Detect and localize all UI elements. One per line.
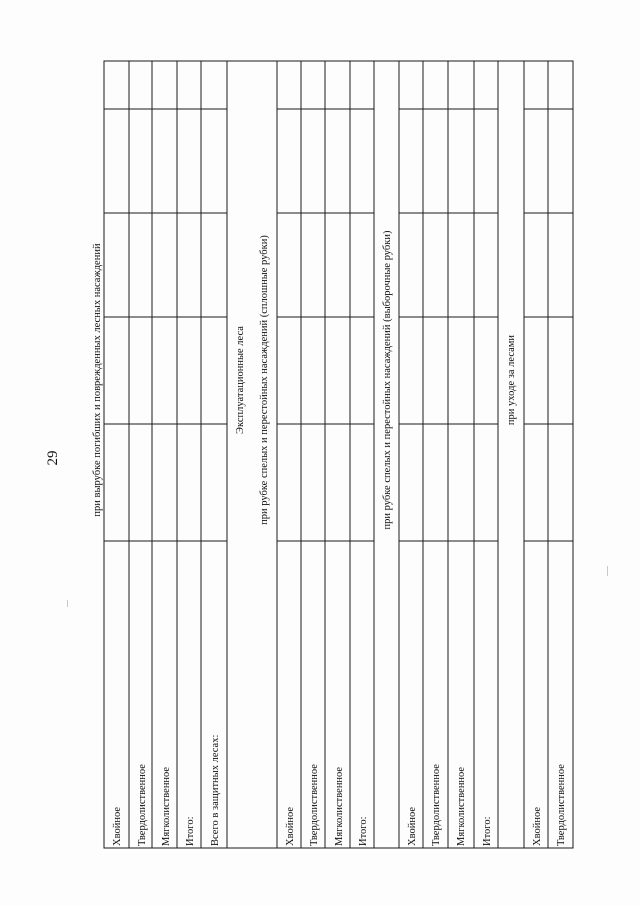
row-label: Итого:	[358, 816, 369, 846]
section-title: при уходе за лесами	[506, 334, 517, 426]
row-label: Мягколиственное	[456, 766, 467, 846]
row-label: Хвойное	[532, 807, 543, 846]
row-label: Хвойное	[407, 807, 418, 846]
scan-mark	[607, 566, 608, 576]
scan-mark	[67, 600, 68, 607]
row-label: Хвойное	[285, 807, 296, 846]
section-subtitle: при рубке спелых и перестойных насаждений (сплошные рубки)	[259, 235, 270, 525]
row-label: Твердолиственное	[137, 764, 148, 846]
section-title: при вырубке погибших и поврежденных лесных насаждений	[92, 243, 103, 517]
row-label: Мягколиственное	[334, 766, 345, 846]
row-label: Твердолиственное	[431, 764, 442, 846]
row-label: Твердолиственное	[556, 764, 567, 846]
row-label: Итого:	[185, 816, 196, 846]
section-title: при рубке спелых и перестойных насаждений (выборочные рубки)	[382, 230, 393, 530]
row-label: Всего в защитных лесах:	[210, 734, 221, 846]
row-label: Мягколиственное	[161, 766, 172, 846]
row-label: Твердолиственное	[309, 764, 320, 846]
page-number: 29	[45, 450, 61, 466]
row-label: Хвойное	[112, 807, 123, 846]
section-title: Эксплуатационные леса	[235, 326, 246, 434]
row-label: Итого:	[482, 816, 493, 846]
